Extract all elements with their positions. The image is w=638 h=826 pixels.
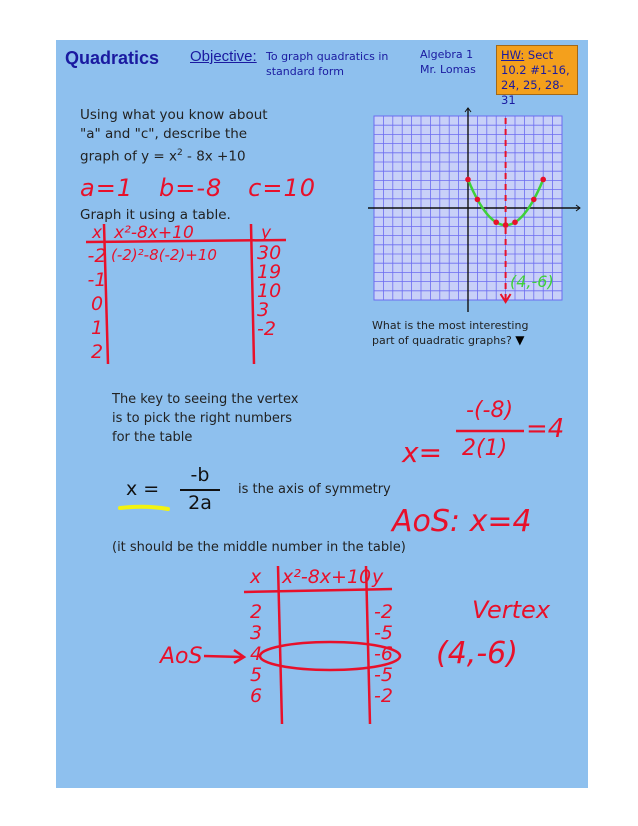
coefficients-handwriting: a=1 b=-8 c=10 — [80, 174, 316, 202]
table2-y-value: -6 — [374, 643, 393, 665]
table1-x-value: 0 — [90, 293, 104, 315]
homework-box — [496, 45, 578, 107]
objective-line-1: To graph quadratics in — [266, 50, 389, 63]
plotted-point — [493, 219, 499, 225]
table2-header-x: x — [250, 566, 262, 588]
prompt-line-3: graph of $y = x^2 - 8x +10$ — [80, 148, 246, 165]
table1-y-value: 30 — [257, 242, 282, 264]
objective-label: Objective: — [190, 48, 257, 65]
table2-aos-label: AoS — [160, 644, 203, 669]
table1-header-expr: x²-8x+10 — [114, 223, 194, 243]
table2-lines — [242, 564, 422, 724]
down-arrow-icon: ▼ — [515, 333, 525, 347]
axis-calc-fraction-bar — [456, 429, 526, 433]
formula-description: is the axis of symmetry — [238, 482, 391, 497]
plotted-point — [531, 197, 537, 203]
graph-instruction: Graph it using a table. — [80, 207, 231, 223]
vertex-text-line-3: for the table — [112, 430, 193, 445]
table2-x-value: 4 — [249, 643, 263, 665]
objective-line-2: standard form — [266, 65, 344, 78]
worksheet-page — [56, 40, 588, 788]
table1-lines — [86, 224, 316, 364]
objective-text — [266, 49, 388, 79]
table2-header-y: y — [372, 566, 384, 588]
hw-line-3: 24, 25, 28-31 — [501, 78, 564, 107]
formula-highlight-underline — [116, 502, 176, 514]
table1-y-value: 10 — [257, 280, 282, 302]
teacher-name: Mr. Lomas — [420, 63, 476, 76]
formula-numerator: -b — [190, 464, 210, 486]
table2-header-expr: x²-8x+10 — [282, 566, 372, 588]
vertex-text-line-2: is to pick the right numbers — [112, 411, 293, 426]
table1-x-value: 1 — [90, 317, 104, 339]
caption-line-1: What is the most interesting — [372, 319, 529, 332]
formula-denominator: 2a — [188, 492, 212, 514]
course-name: Algebra 1 — [420, 48, 474, 61]
formula-x-equals: x = — [126, 478, 160, 500]
graph-caption — [372, 318, 528, 348]
table1-x-value: -2 — [87, 245, 107, 267]
table2-y-value: -2 — [374, 685, 393, 707]
vertex-point: (4,-6) — [436, 636, 518, 671]
aos-arrow — [202, 646, 248, 666]
plotted-point — [512, 219, 518, 225]
table2-y-value: -5 — [374, 622, 393, 644]
course-info — [420, 47, 476, 77]
axis-calc-denominator: 2(1) — [462, 436, 508, 461]
prompt-line-2: "a" and "c", describe the — [80, 126, 248, 142]
axis-calc-result: =4 — [526, 414, 565, 444]
table1-y-value: 3 — [257, 299, 270, 321]
table2-y-value: -2 — [374, 601, 393, 623]
table2-x-value: 2 — [249, 601, 263, 623]
hw-label: HW: — [501, 48, 525, 62]
plotted-point — [465, 177, 471, 183]
table1-x-value: -1 — [87, 269, 107, 291]
plotted-point — [503, 222, 509, 228]
table1-y-value: 19 — [257, 261, 282, 283]
table1-y-column — [257, 244, 281, 339]
table1-header-y: y — [261, 223, 272, 243]
table2-y-column — [374, 602, 393, 707]
aos-equation: AoS: x=4 — [392, 504, 532, 539]
table2-x-value: 3 — [249, 622, 263, 644]
formula-fraction-bar — [180, 489, 220, 491]
plotted-point — [475, 197, 481, 203]
table1-header-x: x — [92, 223, 103, 243]
vertex-key-text — [112, 390, 298, 447]
table1-first-row-work: (-2)²-8(-2)+10 — [111, 246, 217, 264]
table1-y-value: -2 — [257, 318, 276, 340]
page-title: Quadratics — [65, 48, 160, 68]
vertex-text-line-1: The key to seeing the vertex — [112, 392, 299, 407]
table1-x-column — [86, 244, 108, 364]
prompt-line-1: Using what you know about — [80, 107, 268, 123]
table2-x-value: 5 — [249, 664, 263, 686]
hw-line-2: 10.2 #1-16, — [501, 63, 570, 77]
axis-calc-numerator: -(-8) — [466, 398, 514, 423]
plotted-point — [540, 177, 546, 183]
table2-y-value: -5 — [374, 664, 393, 686]
caption-line-2: part of quadratic graphs? — [372, 334, 512, 347]
vertex-label-graph: (4,-6) — [510, 272, 554, 291]
prompt-text — [80, 106, 268, 167]
table1-x-value: 2 — [90, 341, 104, 363]
axis-calc-x: x= — [402, 436, 443, 469]
table2-x-value: 6 — [249, 685, 263, 707]
vertex-word: Vertex — [472, 596, 551, 624]
middle-number-note: (it should be the middle number in the table) — [112, 540, 406, 555]
hw-line-1: Sect — [524, 48, 554, 62]
